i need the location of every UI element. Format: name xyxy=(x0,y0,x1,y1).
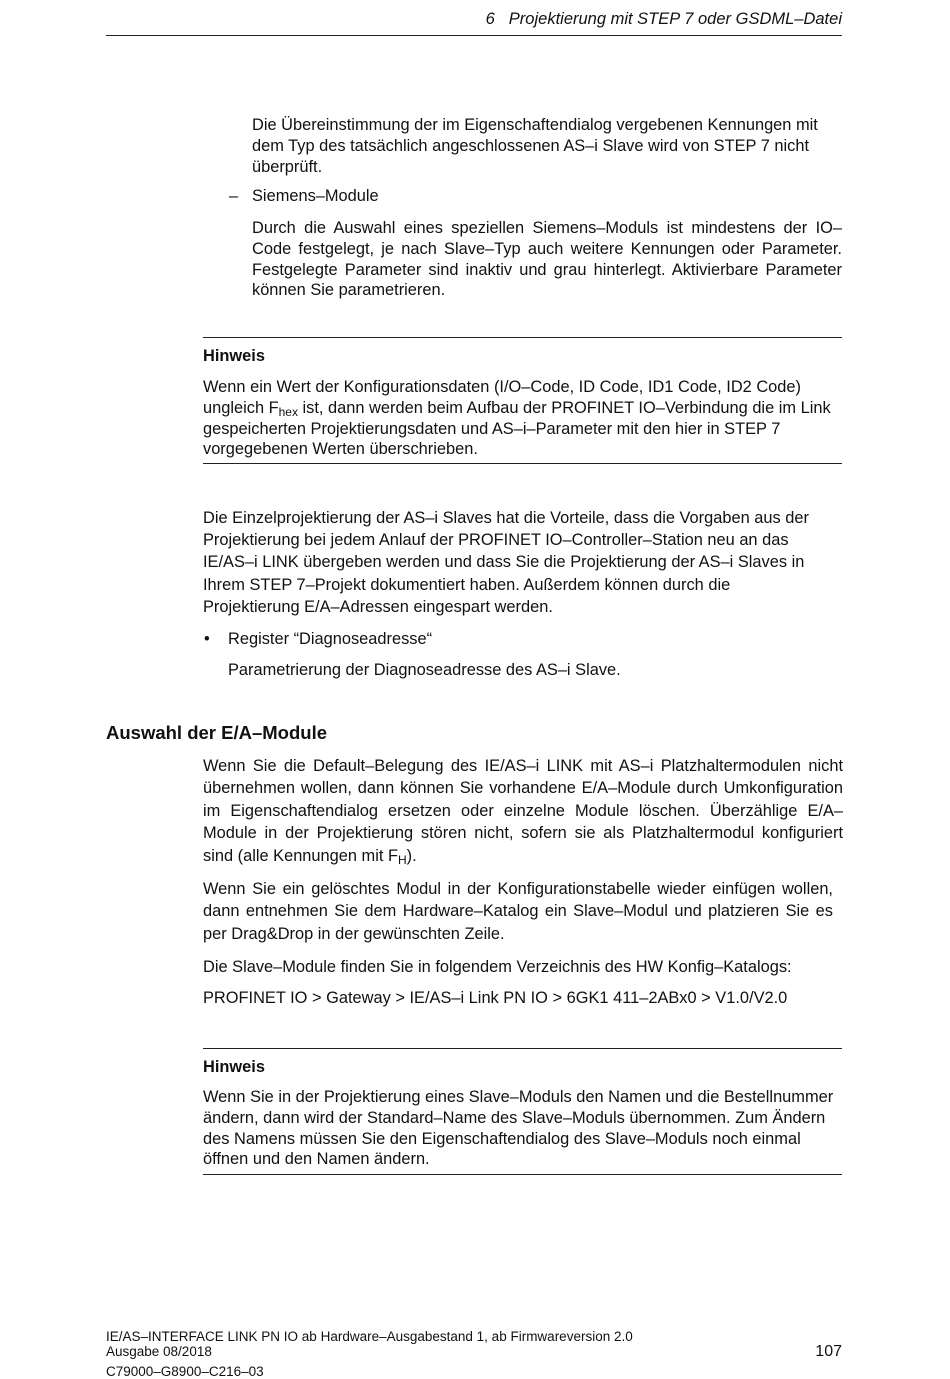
paragraph-kennungen: Die Übereinstimmung der im Eigenschaftendialog vergebenen Kennungen mit dem Typ des tatsächlich angeschlossenen AS–i Slave wird von STEP 7 nicht überprüft. xyxy=(252,116,818,176)
page-header xyxy=(106,8,842,36)
note-title: Hinweis xyxy=(203,1058,265,1076)
chapter-number: 6 xyxy=(485,10,495,28)
note-bottom-rule xyxy=(203,1174,842,1175)
note-text xyxy=(203,377,843,460)
catalog-path: PROFINET IO > Gateway > IE/AS–i Link PN IO > 6GK1 411–2ABx0 > V1.0/V2.0 xyxy=(203,989,788,1007)
list-item-siemens-module: Siemens–Module xyxy=(252,187,379,205)
note-top-rule xyxy=(203,337,842,338)
paragraph-default-belegung xyxy=(203,755,843,867)
note-subscript: hex xyxy=(278,404,298,419)
note-text: Wenn Sie in der Projektierung eines Slave–Moduls den Namen und die Bestellnummer ändern, dann wird der Standard–Name des Slave–Moduls übernommen. Zum Ändern des Namens müssen Sie den Eigenschaftendialog des Slave–Moduls noch einmal öffnen und den Namen ändern. xyxy=(203,1088,834,1169)
page-number: 107 xyxy=(815,1343,842,1360)
footer-order-number: C79000–G8900–C216–03 xyxy=(106,1364,264,1379)
paragraph-text-part: Wenn Sie die Default–Belegung des IE/AS–i LINK mit AS–i Platzhaltermodulen nicht übernehmen wollen, dann können Sie vorhandene E/A–Module durch Umkonfiguration im Eigenschaftendialog ersetzen oder einzelne Module löschen. Überzählige E/A–Module in der Projektierung stören nicht, sofern sie als Platzhaltermodul konfiguriert sind (alle Kennungen mit F xyxy=(203,757,843,865)
chapter-title: Projektierung mit STEP 7 oder GSDML–Datei xyxy=(508,10,842,28)
paragraph-siemens-module: Durch die Auswahl eines speziellen Siemens–Moduls ist mindestens der IO–Code festgelegt, je nach Slave–Typ auch weitere Kennungen oder Parameter. Festgelegte Parameter sind inaktiv und grau hinterlegt. Aktivierbare Parameter können Sie parametrieren. xyxy=(252,219,842,300)
paragraph-subscript: H xyxy=(397,852,407,867)
note-bottom-rule xyxy=(203,463,842,464)
paragraph-einzelprojektierung: Die Einzelprojektierung der AS–i Slaves hat die Vorteile, dass die Vorgaben aus der Projektierung bei jedem Anlauf der PROFINET IO–Controller–Station neu an das IE/AS–i LINK übergeben werden und dass Sie die Projektierung der AS–i Slaves in Ihrem STEP 7–Projekt dokumentiert haben. Außerdem können durch die Projektierung E/A–Adressen eingespart werden. xyxy=(203,509,809,616)
note-top-rule xyxy=(203,1048,842,1049)
note-text-part: ist, dann werden beim Aufbau der PROFINET IO–Verbindung die im Link gespeicherten Projektierungsdaten und AS–i–Parameter mit den hier in STEP 7 vorgegebenen Werten überschrieben. xyxy=(203,398,831,459)
note-title: Hinweis xyxy=(203,347,265,365)
paragraph-verzeichnis: Die Slave–Module finden Sie in folgendem Verzeichnis des HW Konfig–Katalogs: xyxy=(203,958,792,976)
bullet-marker: • xyxy=(204,630,210,648)
footer-edition: Ausgabe 08/2018 xyxy=(106,1344,212,1359)
note-text-part: Wenn ein Wert der Konfigurationsdaten (I/O–Code, ID Code, ID1 Code, ID2 Code) ungleich F xyxy=(203,378,801,417)
paragraph-geloeschtes-modul: Wenn Sie ein gelöschtes Modul in der Konfigurationstabelle wieder einfügen wollen, dann entnehmen Sie dem Hardware–Katalog ein Slave–Modul und platzieren Sie es per Drag&Drop in der gewünschten Zeile. xyxy=(203,880,833,943)
section-heading: Auswahl der E/A–Module xyxy=(106,722,328,743)
footer-product: IE/AS–INTERFACE LINK PN IO ab Hardware–Ausgabestand 1, ab Firmwareversion 2.0 xyxy=(106,1329,633,1344)
paragraph-text-part: ). xyxy=(406,846,417,865)
list-item-register-diagnoseadresse: Register “Diagnoseadresse“ xyxy=(228,630,433,648)
dash-marker: – xyxy=(229,187,239,205)
paragraph-diagnoseadresse: Parametrierung der Diagnoseadresse des AS–i Slave. xyxy=(228,661,621,679)
